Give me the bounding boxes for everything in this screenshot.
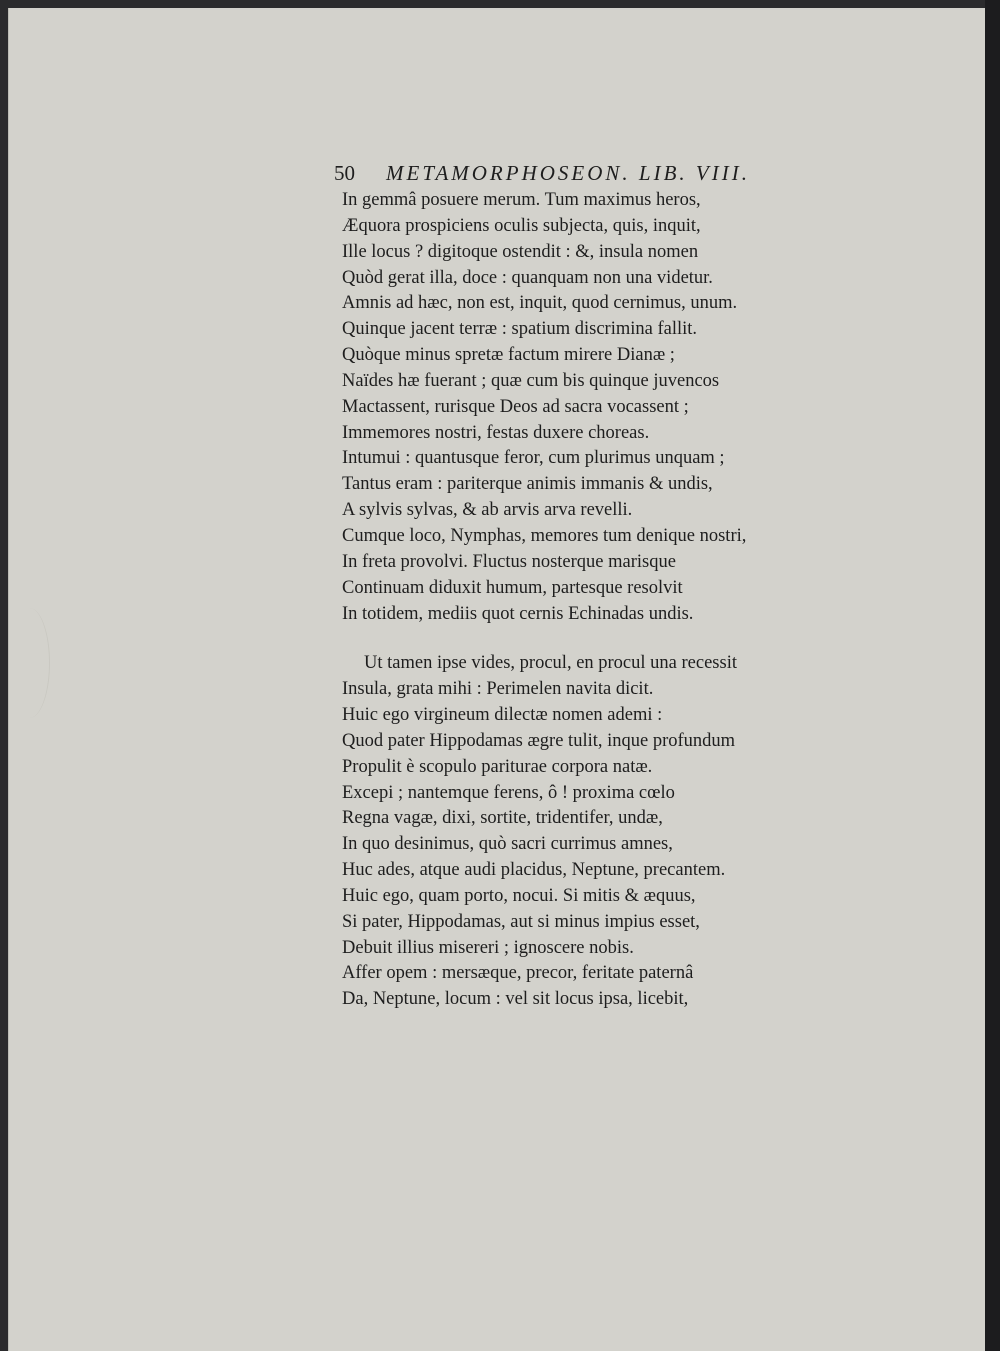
verse-line: Æquora prospiciens oculis subjecta, quis, inquit,	[342, 215, 701, 236]
verse-line: Excepi ; nantemque ferens, ô ! proxima cœlo	[342, 782, 675, 803]
page-fold-mark	[9, 608, 50, 718]
verse-line: Cumque loco, Nymphas, memores tum denique nostri,	[342, 525, 747, 546]
verse-line: In quo desinimus, quò sacri currimus amnes,	[342, 834, 673, 855]
verse-line: Quinque jacent terræ : spatium discrimina fallit.	[342, 319, 698, 340]
verse-line: Huic ego, quam porto, nocui. Si mitis & æquus,	[342, 885, 696, 906]
verse-line: Propulit è scopulo pariturae corpora natæ.	[342, 756, 653, 777]
verse-line: Debuit illius misereri ; ignoscere nobis.	[342, 937, 634, 958]
verse-line: Quòd gerat illa, doce : quanquam non una videtur.	[342, 267, 713, 288]
verse-line: Tantus eram : pariterque animis immanis & undis,	[342, 474, 713, 495]
verse-line: Mactassent, rurisque Deos ad sacra vocassent ;	[342, 396, 689, 417]
verse-line: Affer opem : mersæque, precor, feritate paternâ	[342, 963, 694, 984]
scanner-background-edge	[985, 0, 1000, 1351]
verse-line: Amnis ad hæc, non est, inquit, quod cernimus, unum.	[342, 293, 738, 314]
stanza-break	[334, 627, 854, 651]
verse-line: Da, Neptune, locum : vel sit locus ipsa, licebit,	[342, 989, 689, 1010]
verse-line: Intumui : quantusque feror, cum plurimus unquam ;	[342, 448, 725, 469]
verse-line: In freta provolvi. Fluctus nosterque marisque	[342, 551, 676, 572]
page-header	[334, 158, 854, 188]
stanza-1	[334, 188, 854, 627]
verse-line: A sylvis sylvas, & ab arvis arva revelli.	[342, 500, 633, 521]
verse-line: Insula, grata mihi : Perimelen navita dicit.	[342, 679, 654, 700]
verse-line: Ille locus ? digitoque ostendit : &, insula nomen	[342, 241, 699, 262]
verse-line: Regna vagæ, dixi, sortite, tridentifer, undæ,	[342, 808, 663, 829]
stanza-2	[334, 651, 854, 1013]
verse-line: Quòque minus spretæ factum mirere Dianæ ;	[342, 345, 675, 366]
page-number: 50	[334, 161, 355, 185]
verse-line: Huc ades, atque audi placidus, Neptune, precantem.	[342, 860, 726, 881]
verse-line: Ut tamen ipse vides, procul, en procul una recessit	[364, 653, 737, 674]
verse-line: Huic ego virgineum dilectæ nomen ademi :	[342, 705, 663, 726]
verse-line: Naïdes hæ fuerant ; quæ cum bis quinque juvencos	[342, 370, 720, 391]
page-text	[334, 158, 854, 1013]
verse-line: In totidem, mediis quot cernis Echinadas undis.	[342, 603, 694, 624]
verse-line: Quod pater Hippodamas ægre tulit, inque profundum	[342, 730, 736, 751]
verse-line: In gemmâ posuere merum. Tum maximus heros,	[342, 190, 701, 210]
running-title: METAMORPHOSEON. LIB. VIII.	[386, 161, 750, 185]
verse-line: Si pater, Hippodamas, aut si minus impius esset,	[342, 911, 700, 932]
verse-line: Continuam diduxit humum, partesque resolvit	[342, 577, 683, 598]
book-page	[8, 8, 985, 1351]
verse-line: Immemores nostri, festas duxere choreas.	[342, 422, 650, 443]
